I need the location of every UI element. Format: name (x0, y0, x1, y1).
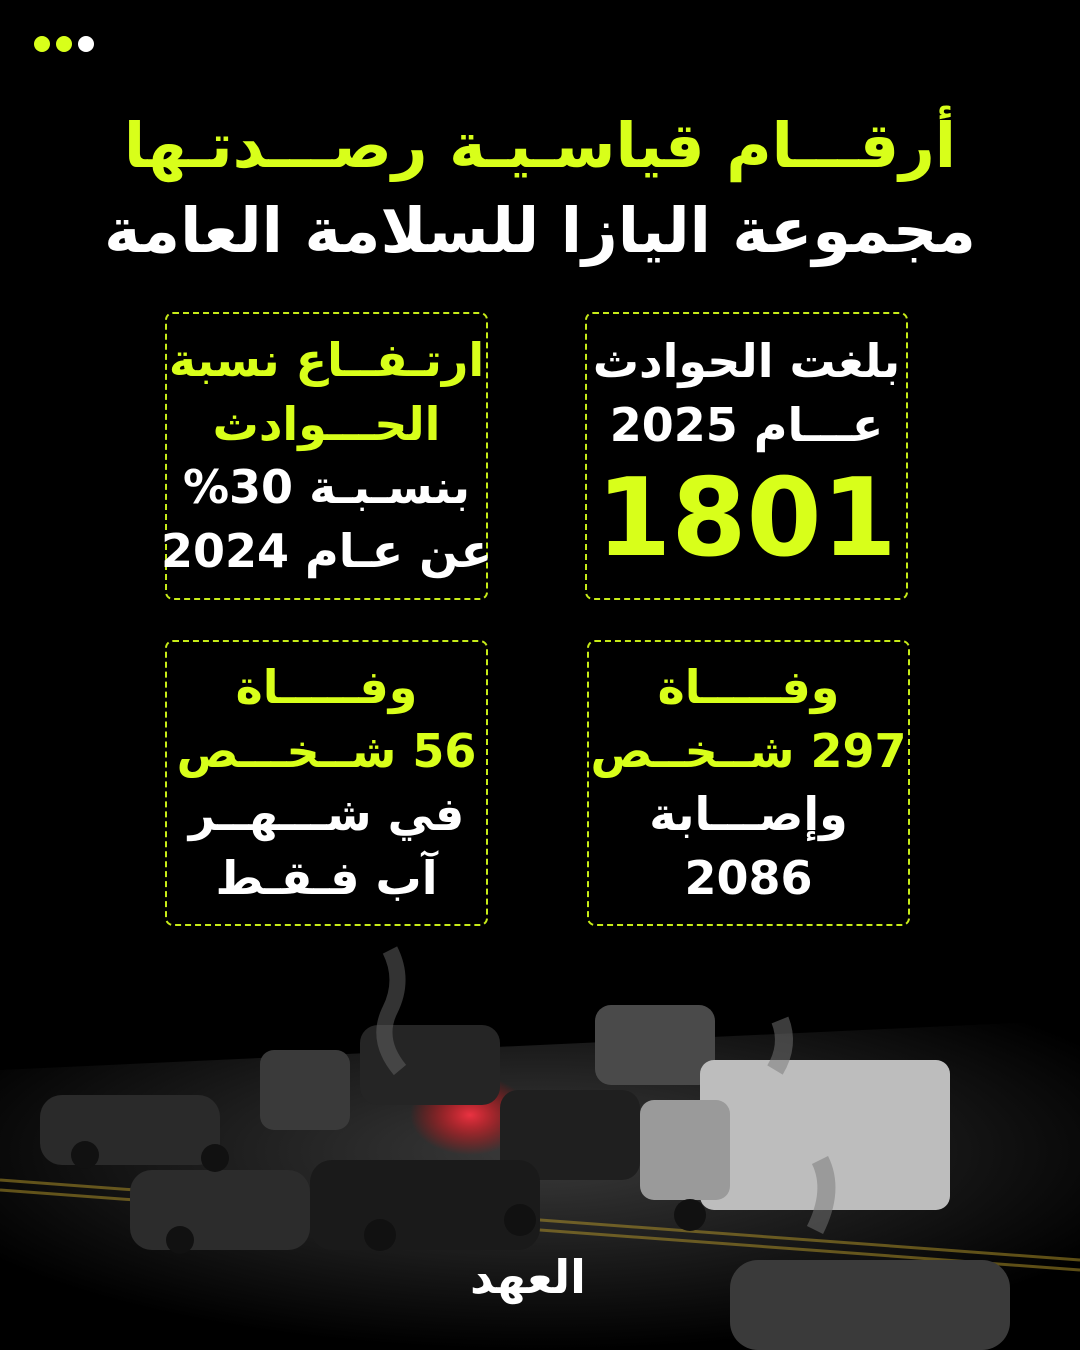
page-subtitle: مجموعة اليازا للسلامة العامة (104, 194, 976, 267)
stat-card-accidents-2025 (585, 312, 908, 600)
card-line: آب فـقـط (215, 850, 438, 905)
dot (56, 36, 72, 52)
page-title: أرقـــام قياسـيـة رصـــدتـها (123, 109, 957, 182)
card-line: وإصـــابة (649, 787, 848, 841)
stat-card-accident-increase (160, 312, 492, 600)
card-big-number: 1801 (596, 456, 897, 582)
card-line: وفـــــاة (657, 660, 840, 714)
stat-card-deaths-august (165, 640, 488, 926)
dot (34, 36, 50, 52)
card-line: 2086 (684, 850, 813, 905)
brand-logo: العهد (470, 1250, 586, 1304)
stat-card-deaths-injuries (587, 640, 910, 926)
card-line: 297 شــخــص (590, 723, 907, 778)
card-line: وفـــــاة (235, 660, 418, 714)
card-line: عن عـام 2024 (160, 523, 492, 578)
menu-dots-icon (34, 36, 94, 52)
card-line: بنسـبـة 30% (182, 460, 471, 514)
card-line: الحـــوادث (212, 396, 441, 451)
card-line: في شـــهــر (188, 787, 465, 841)
dot (78, 36, 94, 52)
card-line: عـــام 2025 (609, 397, 884, 452)
card-line: ارتـفــاع نسبة (168, 333, 485, 387)
card-line: بلغت الحوادث (592, 334, 901, 389)
card-line: 56 شــخـــص (176, 723, 477, 778)
